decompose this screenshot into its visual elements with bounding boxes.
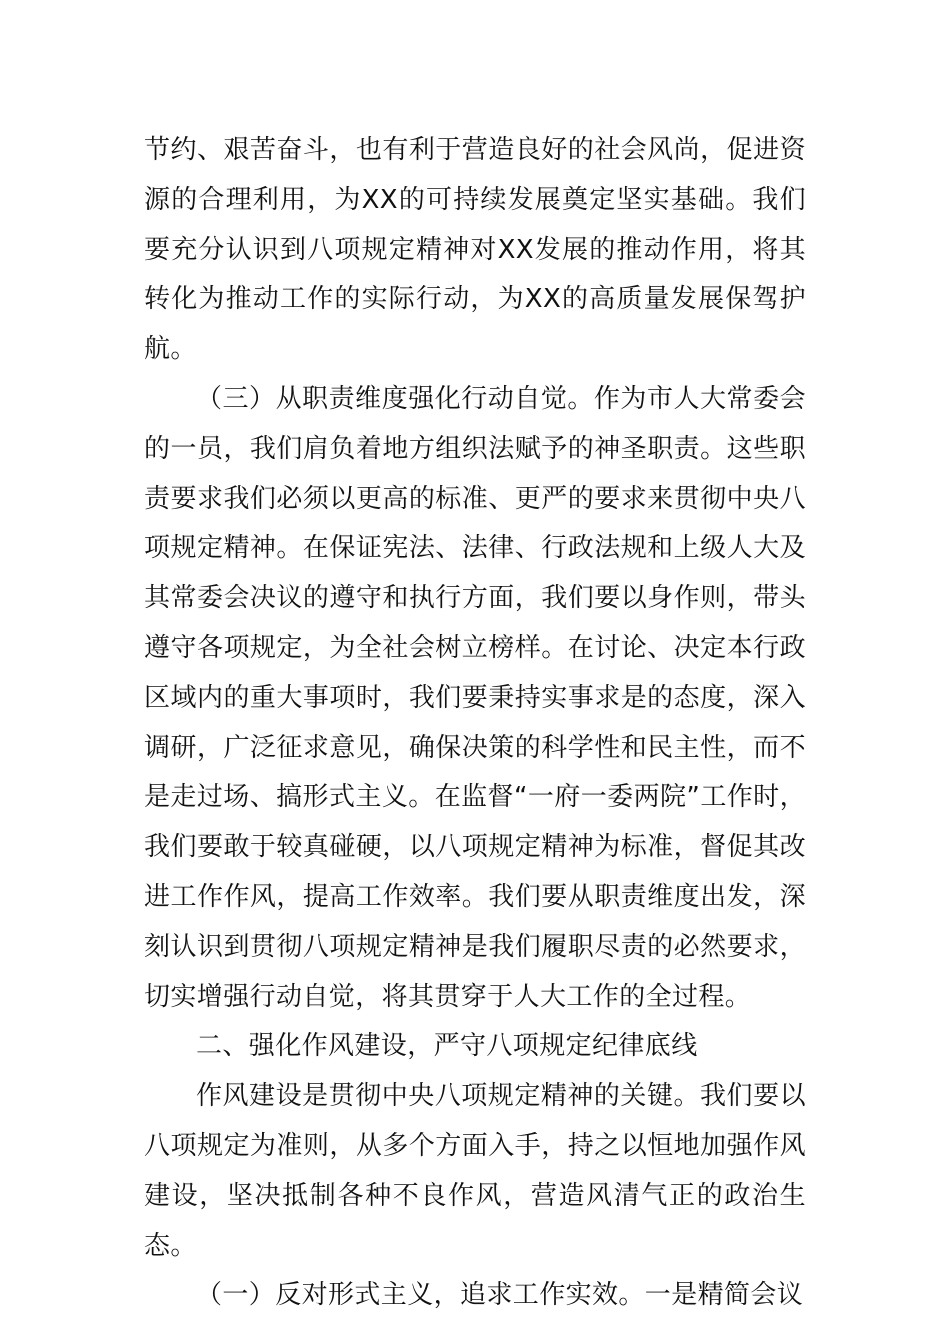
- paragraph-continued: 节约、艰苦奋斗，也有利于营造良好的社会风尚，促进资源的合理利用，为XX的可持续发展奠定坚实基础。我们要充分认识到八项规定精神对XX发展的推动作用，将其转化为推动工作的实际行动，为XX的高质量发展保驾护航。: [144, 135, 806, 365]
- section-heading-two: 二、强化作风建设，严守八项规定纪律底线: [196, 1031, 698, 1062]
- document-body: [144, 126, 806, 1321]
- paragraph-subsection-one: （一）反对形式主义，追求工作实效。一是精简会议: [196, 1280, 804, 1311]
- paragraph-style-building: 作风建设是贯彻中央八项规定精神的关键。我们要以八项规定为准则，从多个方面入手，持之以恒地加强作风建设，坚决抵制各种不良作风，营造风清气正的政治生态。: [144, 1081, 806, 1261]
- paragraph-section-three: （三）从职责维度强化行动自觉。作为市人大常委会的一员，我们肩负着地方组织法赋予的神圣职责。这些职责要求我们必须以更高的标准、更严的要求来贯彻中央八项规定精神。在保证宪法、法律、行政法规和上级人大及其常委会决议的遵守和执行方面，我们要以身作则，带头遵守各项规定，为全社会树立榜样。在讨论、决定本行政区域内的重大事项时，我们要秉持实事求是的态度，深入调研，广泛征求意见，确保决策的科学性和民主性，而不是走过场、搞形式主义。在监督“一府一委两院”工作时，我们要敢于较真碰硬，以八项规定精神为标准，督促其改进工作作风，提高工作效率。我们要从职责维度出发，深刻认识到贯彻八项规定精神是我们履职尽责的必然要求，切实增强行动自觉，将其贯穿于人大工作的全过程。: [144, 383, 806, 1012]
